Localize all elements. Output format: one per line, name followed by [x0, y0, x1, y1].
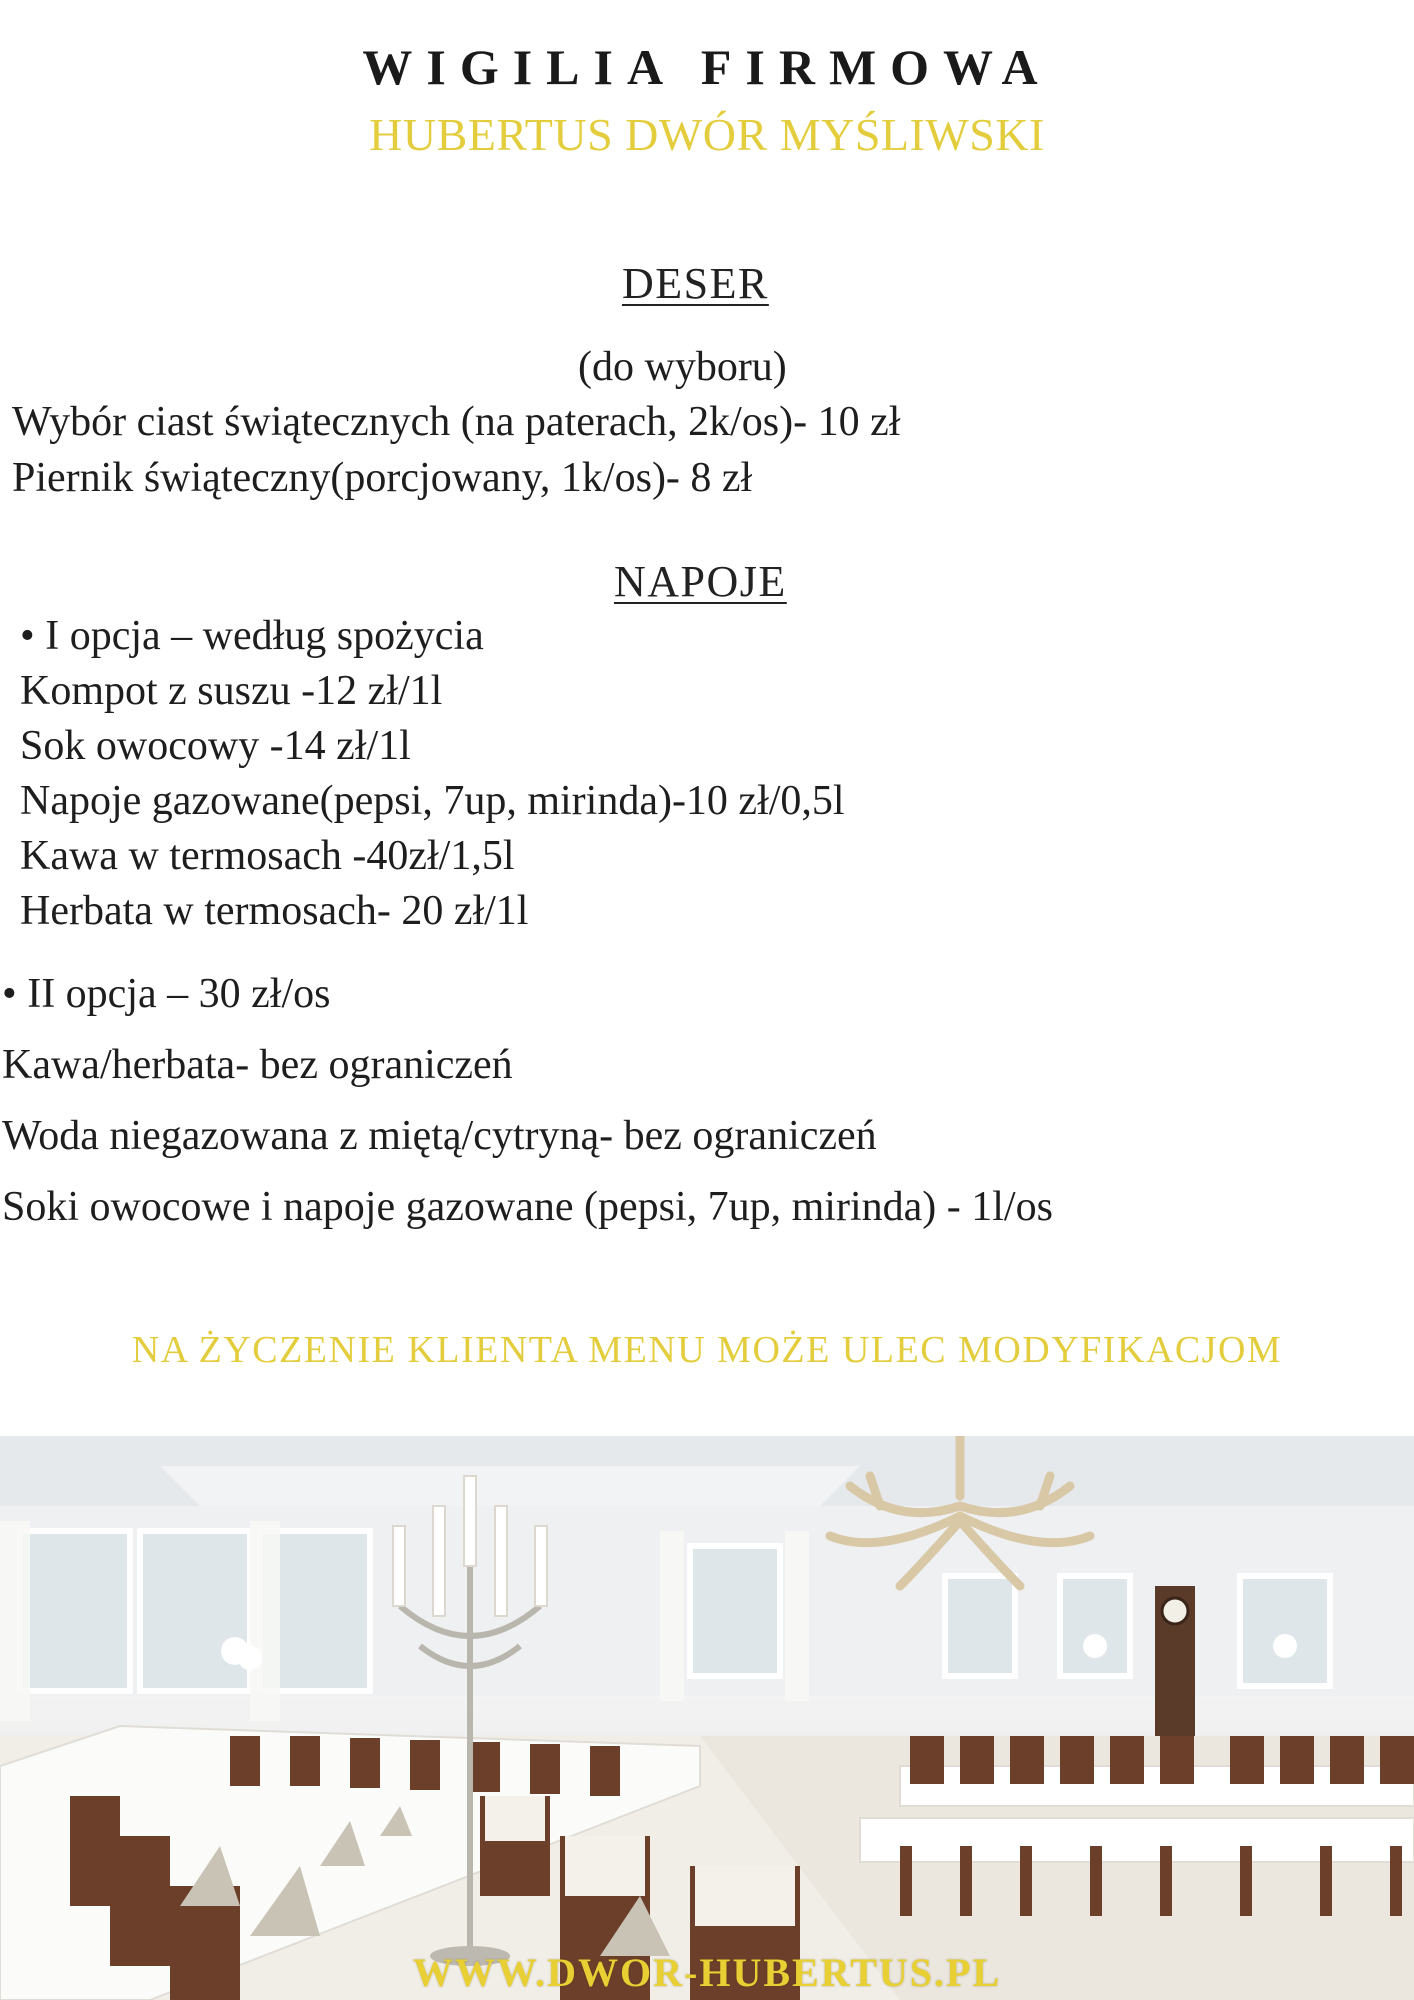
drinks-option1-label: • I opcja – według spożycia [20, 613, 484, 659]
drinks-option2-label: • II opcja – 30 zł/os [2, 971, 331, 1017]
drinks-option2-item: Kawa/herbata- bez ograniczeń [2, 1042, 513, 1088]
banquet-hall-illustration [0, 1436, 1414, 2000]
dessert-item: Wybór ciast świątecznych (na paterach, 2k/os)- 10 zł [12, 399, 901, 445]
banquet-hall-photo [0, 1436, 1414, 2000]
dessert-heading: DESER [622, 259, 769, 308]
venue-subtitle: HUBERTUS DWÓR MYŚLIWSKI [369, 109, 1045, 160]
drinks-heading: NAPOJE [614, 557, 787, 606]
drinks-option2-item: Woda niegazowana z miętą/cytryną- bez ograniczeń [2, 1113, 877, 1159]
dessert-choice-note: (do wyboru) [578, 344, 787, 390]
drinks-option1-item: Napoje gazowane(pepsi, 7up, mirinda)-10 zł/0,5l [20, 778, 845, 824]
page-title: WIGILIA FIRMOWA [362, 39, 1052, 95]
website-url[interactable]: WWW.DWOR-HUBERTUS.PL [412, 1950, 1002, 1995]
drinks-option1-item: Sok owocowy -14 zł/1l [20, 723, 411, 769]
modification-note: NA ŻYCZENIE KLIENTA MENU MOŻE ULEC MODYFIKACJOM [131, 1329, 1283, 1371]
drinks-option2-item: Soki owocowe i napoje gazowane (pepsi, 7up, mirinda) - 1l/os [2, 1184, 1053, 1230]
drinks-option1-item: Kompot z suszu -12 zł/1l [20, 668, 443, 714]
drinks-option1-item: Kawa w termosach -40zł/1,5l [20, 833, 515, 879]
drinks-option1-item: Herbata w termosach- 20 zł/1l [20, 888, 529, 934]
dessert-item: Piernik świąteczny(porcjowany, 1k/os)- 8 zł [12, 455, 753, 501]
